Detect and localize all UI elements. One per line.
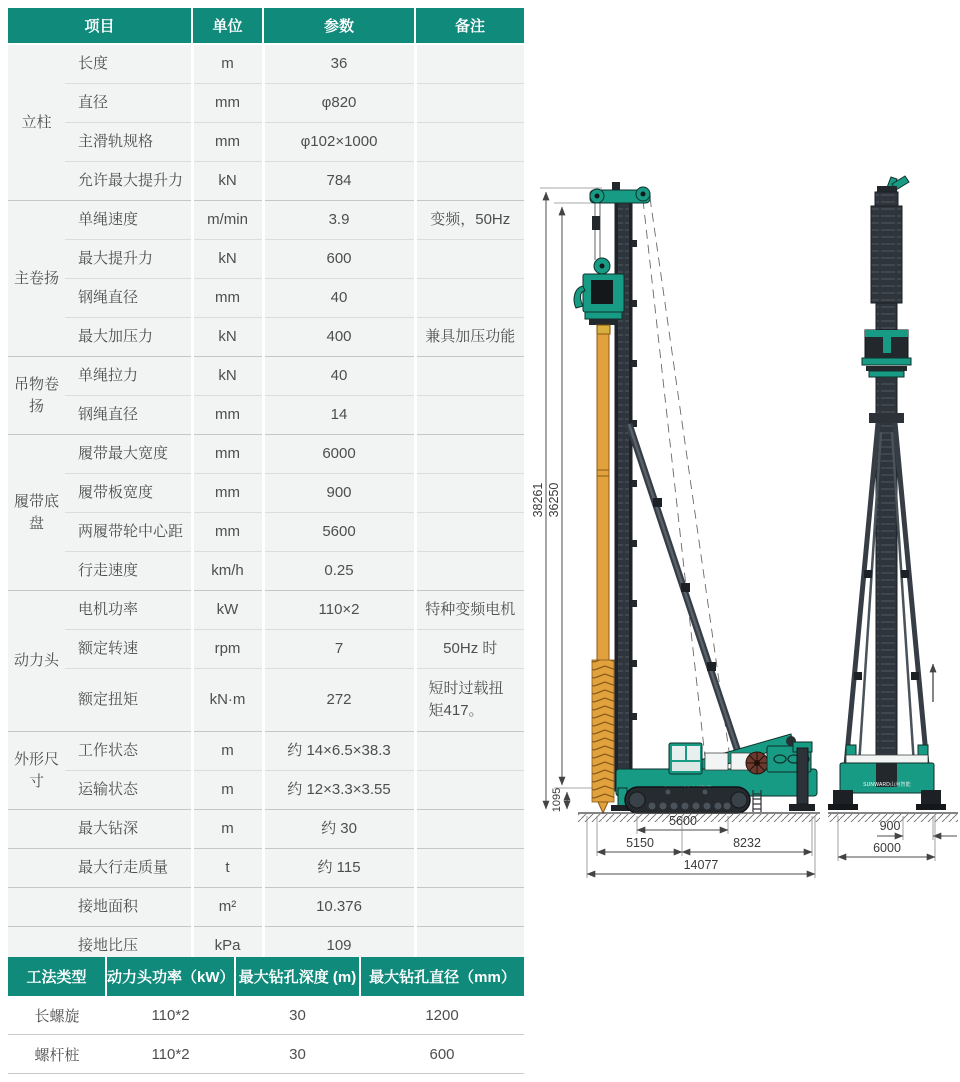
auger-tip	[598, 802, 608, 813]
spec-item-cell: 长度	[65, 44, 192, 84]
spec-remark-cell: 变频，50Hz	[415, 201, 524, 240]
spec-item-cell: 接地面积	[8, 888, 192, 927]
spec-item-cell: 履带最大宽度	[65, 435, 192, 474]
col-header-remark: 备注	[415, 8, 524, 44]
hook-block	[592, 216, 600, 230]
power-head-front	[862, 330, 911, 377]
spec-unit-cell: mm	[192, 279, 263, 318]
spec-item-cell: 单绳拉力	[65, 357, 192, 396]
spec-remark-cell	[415, 888, 524, 927]
dim-mast-height: 36250	[547, 482, 561, 518]
spec-unit-cell: mm	[192, 474, 263, 513]
support-strut	[629, 424, 741, 761]
spec-item-cell: 钢绳直径	[65, 279, 192, 318]
spec-remark-cell	[415, 279, 524, 318]
spec-table-body	[8, 44, 524, 966]
spec-remark-cell	[415, 240, 524, 279]
method-type-cell: 长螺旋	[8, 996, 106, 1035]
spec-item-cell: 额定转速	[65, 630, 192, 669]
brand-label-front: SUNWARD山河智能	[863, 782, 911, 788]
spec-row	[8, 669, 524, 732]
method-depth-cell: 30	[235, 1035, 360, 1074]
spec-group-cell: 动力头	[8, 591, 65, 732]
spec-item-cell: 接地比压	[8, 927, 192, 966]
spec-header-row	[8, 8, 524, 44]
spec-unit-cell: mm	[192, 513, 263, 552]
spec-unit-cell: mm	[192, 123, 263, 162]
spec-unit-cell: kN·m	[192, 669, 263, 732]
spec-param-cell: 约 115	[263, 849, 415, 888]
spec-param-cell: φ102×1000	[263, 123, 415, 162]
spec-group-cell: 主卷扬	[8, 201, 65, 357]
method-power-cell: 110*2	[106, 1035, 235, 1074]
spec-row	[8, 810, 524, 849]
spec-unit-cell: rpm	[192, 630, 263, 669]
col-header-item: 项目	[8, 8, 192, 44]
spec-item-cell: 单绳速度	[65, 201, 192, 240]
rear-outrigger	[797, 748, 808, 804]
col-header-depth: 最大钻孔深度 (m)	[235, 957, 360, 996]
spec-param-cell: 14	[263, 396, 415, 435]
spec-row	[8, 513, 524, 552]
col-header-power: 动力头功率（kW）	[106, 957, 235, 996]
front-view-drawing	[828, 176, 958, 861]
spec-unit-cell: t	[192, 849, 263, 888]
spec-unit-cell: m	[192, 44, 263, 84]
spec-row	[8, 357, 524, 396]
spec-remark-cell	[415, 771, 524, 810]
base-front	[828, 745, 946, 810]
spec-row	[8, 84, 524, 123]
spec-table	[8, 8, 524, 966]
dim-shoe-width: 900	[879, 819, 901, 833]
spec-row	[8, 396, 524, 435]
spec-unit-cell: kN	[192, 357, 263, 396]
spec-unit-cell: mm	[192, 84, 263, 123]
spec-param-cell: 272	[263, 669, 415, 732]
spec-row	[8, 552, 524, 591]
spec-param-cell: 110×2	[263, 591, 415, 630]
mast-cap	[590, 182, 650, 203]
method-table-body	[8, 996, 524, 1074]
spec-param-cell: 40	[263, 279, 415, 318]
dim-total-height: 38261	[531, 482, 545, 518]
spec-param-cell: 约 14×6.5×38.3	[263, 732, 415, 771]
spec-param-cell: 600	[263, 240, 415, 279]
rig-technical-drawing	[530, 150, 960, 885]
spec-param-cell: 5600	[263, 513, 415, 552]
spec-remark-cell: 短时过载扭矩417。	[415, 669, 524, 732]
col-header-diameter: 最大钻孔直径（mm）	[360, 957, 524, 996]
spec-param-cell: 3.9	[263, 201, 415, 240]
guy-line	[650, 198, 729, 751]
spec-unit-cell: mm	[192, 435, 263, 474]
method-table	[8, 957, 524, 1074]
spec-remark-cell	[415, 396, 524, 435]
spec-row	[8, 630, 524, 669]
spec-param-cell: 0.25	[263, 552, 415, 591]
spec-remark-cell	[415, 357, 524, 396]
spec-remark-cell	[415, 849, 524, 888]
spec-remark-cell	[415, 123, 524, 162]
method-diameter-cell: 600	[360, 1035, 524, 1074]
spec-unit-cell: m	[192, 771, 263, 810]
spec-remark-cell: 兼具加压功能	[415, 318, 524, 357]
spec-row	[8, 123, 524, 162]
spec-unit-cell: m²	[192, 888, 263, 927]
spec-param-cell: 40	[263, 357, 415, 396]
spec-remark-cell	[415, 552, 524, 591]
spec-unit-cell: kPa	[192, 927, 263, 966]
spec-row	[8, 591, 524, 630]
spec-unit-cell: kN	[192, 240, 263, 279]
spec-remark-cell	[415, 810, 524, 849]
spec-param-cell: 400	[263, 318, 415, 357]
spec-row	[8, 279, 524, 318]
spec-row	[8, 318, 524, 357]
spec-item-cell: 直径	[65, 84, 192, 123]
spec-row	[8, 240, 524, 279]
spec-unit-cell: kN	[192, 318, 263, 357]
spec-remark-cell: 特种变频电机	[415, 591, 524, 630]
hoist-ropes	[595, 203, 600, 260]
dim-total-length: 14077	[683, 858, 719, 872]
crawler-track	[625, 787, 750, 813]
spec-row	[8, 201, 524, 240]
spec-param-cell: 109	[263, 927, 415, 966]
spec-row	[8, 849, 524, 888]
spec-row	[8, 888, 524, 927]
ground-side	[578, 813, 820, 822]
spec-item-cell: 钢绳直径	[65, 396, 192, 435]
spec-row	[8, 474, 524, 513]
spec-unit-cell: kN	[192, 162, 263, 201]
spec-param-cell: 6000	[263, 435, 415, 474]
spec-remark-cell	[415, 44, 524, 84]
dim-track-center: 5600	[669, 814, 697, 828]
method-depth-cell: 30	[235, 996, 360, 1035]
width-dimensions	[838, 816, 957, 861]
spec-item-cell: 最大提升力	[65, 240, 192, 279]
dim-front-length: 5150	[626, 836, 654, 850]
spec-param-cell: φ820	[263, 84, 415, 123]
side-view-drawing	[531, 182, 820, 878]
spec-row	[8, 732, 524, 771]
spec-row	[8, 771, 524, 810]
spec-group-cell: 外形尺寸	[8, 732, 65, 810]
spec-remark-cell	[415, 732, 524, 771]
spec-item-cell: 运输状态	[65, 771, 192, 810]
spec-param-cell: 900	[263, 474, 415, 513]
spec-unit-cell: m/min	[192, 201, 263, 240]
dim-track-width: 6000	[873, 841, 901, 855]
spec-remark-cell	[415, 435, 524, 474]
spec-param-cell: 约 30	[263, 810, 415, 849]
method-row	[8, 1035, 524, 1074]
method-row	[8, 996, 524, 1035]
auger	[592, 334, 614, 813]
spec-item-cell: 主滑轨规格	[65, 123, 192, 162]
spec-group-cell: 立柱	[8, 44, 65, 201]
spec-item-cell: 最大钻深	[8, 810, 192, 849]
spec-unit-cell: kW	[192, 591, 263, 630]
spec-item-cell: 允许最大提升力	[65, 162, 192, 201]
spec-unit-cell: m	[192, 810, 263, 849]
spec-remark-cell: 50Hz 时	[415, 630, 524, 669]
spec-param-cell: 784	[263, 162, 415, 201]
spec-item-cell: 工作状态	[65, 732, 192, 771]
col-header-param: 参数	[263, 8, 415, 44]
method-power-cell: 110*2	[106, 996, 235, 1035]
spec-remark-cell	[415, 84, 524, 123]
spec-unit-cell: mm	[192, 396, 263, 435]
spec-param-cell: 约 12×3.3×3.55	[263, 771, 415, 810]
dim-ground-clearance: 1095	[551, 787, 563, 813]
spec-param-cell: 10.376	[263, 888, 415, 927]
spec-item-cell: 最大行走质量	[8, 849, 192, 888]
spec-remark-cell	[415, 162, 524, 201]
spec-group-cell: 吊物卷扬	[8, 357, 65, 435]
spec-row	[8, 162, 524, 201]
method-diameter-cell: 1200	[360, 996, 524, 1035]
winch-drum	[746, 752, 768, 774]
guy-line	[643, 200, 705, 757]
spec-item-cell: 行走速度	[65, 552, 192, 591]
spec-item-cell: 最大加压力	[65, 318, 192, 357]
spec-group-cell: 履带底盘	[8, 435, 65, 591]
spec-unit-cell: m	[192, 732, 263, 771]
spec-unit-cell: km/h	[192, 552, 263, 591]
length-dimensions	[587, 814, 815, 878]
spec-remark-cell	[415, 474, 524, 513]
spec-item-cell: 两履带轮中心距	[65, 513, 192, 552]
dim-rear-length: 8232	[733, 836, 761, 850]
col-header-unit: 单位	[192, 8, 263, 44]
method-header-row	[8, 957, 524, 996]
spec-item-cell: 电机功率	[65, 591, 192, 630]
spec-item-cell: 额定扭矩	[65, 669, 192, 732]
spec-param-cell: 7	[263, 630, 415, 669]
spec-row	[8, 44, 524, 84]
spec-param-cell: 36	[263, 44, 415, 84]
spec-row	[8, 435, 524, 474]
spec-item-cell: 履带板宽度	[65, 474, 192, 513]
method-type-cell: 螺杆桩	[8, 1035, 106, 1074]
col-header-method-type: 工法类型	[8, 957, 106, 996]
spec-remark-cell	[415, 513, 524, 552]
